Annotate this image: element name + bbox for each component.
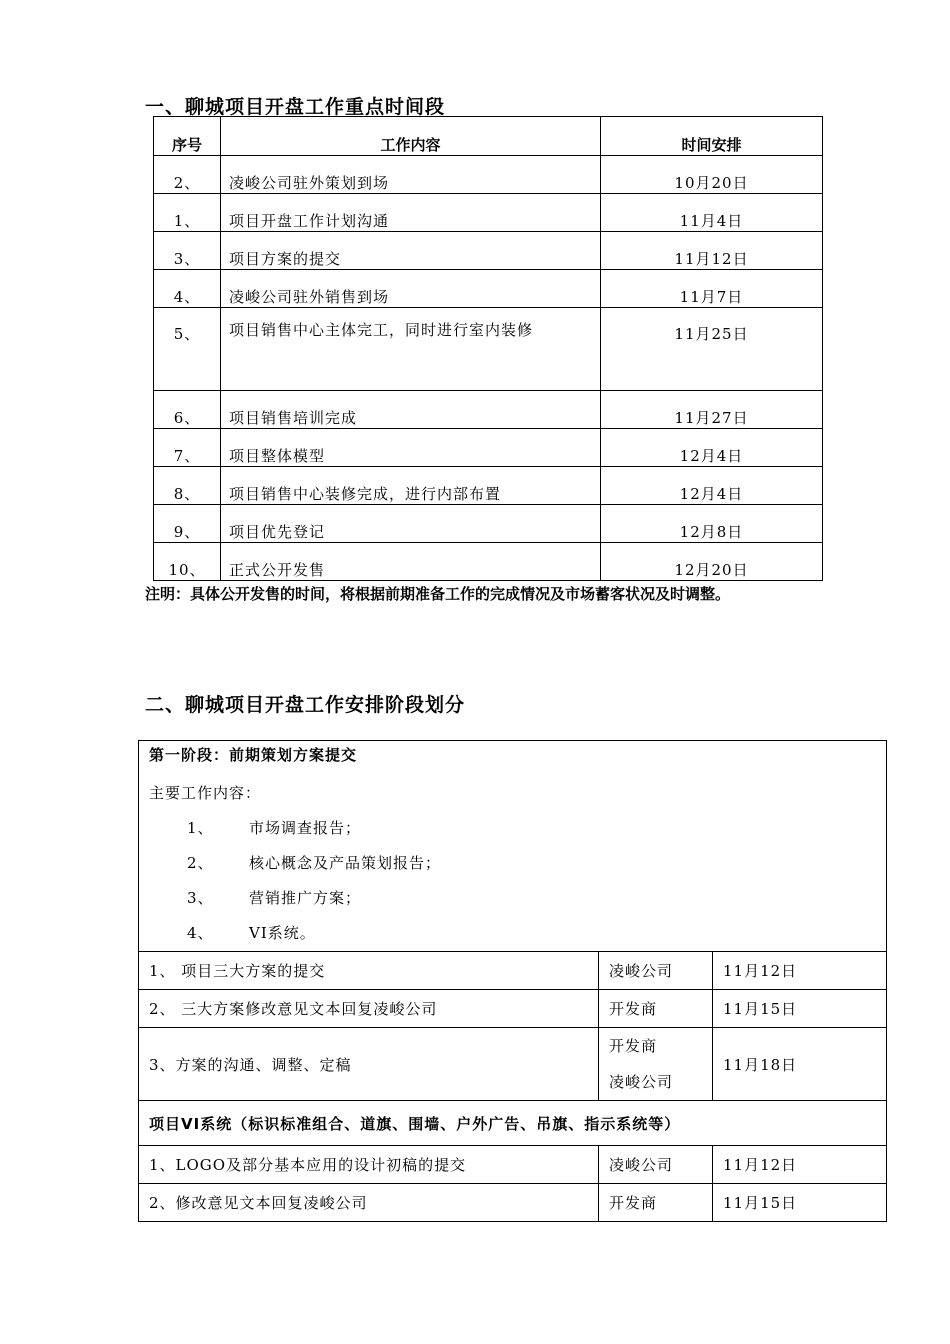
table-row xyxy=(139,952,887,990)
row-no: 7、 xyxy=(154,429,221,467)
row-date: 12月8日 xyxy=(601,505,823,543)
row-date: 11月4日 xyxy=(601,194,823,232)
phase1-title: 第一阶段：前期策划方案提交 xyxy=(149,746,358,764)
table-header-row xyxy=(154,117,823,156)
table-row xyxy=(139,1028,887,1101)
row-party: 开发商 xyxy=(599,1184,713,1222)
row-party-b: 凌峻公司 xyxy=(609,1073,674,1091)
row-task: 2、修改意见文本回复凌峻公司 xyxy=(139,1184,599,1222)
phase1-subtitle: 主要工作内容： xyxy=(149,784,262,802)
row-date: 11月15日 xyxy=(713,1184,887,1222)
table-row xyxy=(154,194,823,232)
row-date: 11月12日 xyxy=(713,1146,887,1184)
row-content: 凌峻公司驻外销售到场 xyxy=(221,270,601,308)
list-item xyxy=(149,881,876,916)
row-task: 1、LOGO及部分基本应用的设计初稿的提交 xyxy=(139,1146,599,1184)
row-task: 1、 项目三大方案的提交 xyxy=(139,952,599,990)
table-row xyxy=(154,429,823,467)
row-task: 3、方案的沟通、调整、定稿 xyxy=(139,1028,599,1101)
row-date: 11月27日 xyxy=(601,391,823,429)
table-row xyxy=(154,156,823,194)
list-item-no: 1、 xyxy=(187,819,214,837)
list-item xyxy=(149,846,876,881)
table-row xyxy=(154,505,823,543)
list-item-text: 营销推广方案； xyxy=(249,889,362,907)
row-date: 10月20日 xyxy=(601,156,823,194)
list-item xyxy=(149,916,876,951)
row-no: 2、 xyxy=(154,156,221,194)
row-date: 11月15日 xyxy=(713,990,887,1028)
header-no: 序号 xyxy=(154,117,221,156)
phase1-cell xyxy=(139,741,887,952)
row-party: 凌峻公司 xyxy=(599,1146,713,1184)
row-content: 项目开盘工作计划沟通 xyxy=(221,194,601,232)
table-row xyxy=(154,467,823,505)
row-date: 11月7日 xyxy=(601,270,823,308)
vi-section-title: 项目VI系统（标识标准组合、道旗、围墙、户外广告、吊旗、指示系统等） xyxy=(139,1101,887,1146)
table-row xyxy=(154,543,823,581)
row-date: 12月4日 xyxy=(601,429,823,467)
section2-title: 二、聊城项目开盘工作安排阶段划分 xyxy=(145,694,466,716)
table-row xyxy=(154,391,823,429)
header-date: 时间安排 xyxy=(601,117,823,156)
row-content: 正式公开发售 xyxy=(221,543,601,581)
row-date: 12月4日 xyxy=(601,467,823,505)
phase1-block xyxy=(139,741,887,952)
schedule-note: 注明：具体公开发售的时间，将根据前期准备工作的完成情况及市场蓄客状况及时调整。 xyxy=(145,585,731,603)
table-row xyxy=(154,232,823,270)
row-party: 开发商 xyxy=(599,990,713,1028)
table-row xyxy=(139,1146,887,1184)
row-no: 9、 xyxy=(154,505,221,543)
phase-table xyxy=(138,740,887,1222)
row-no: 4、 xyxy=(154,270,221,308)
list-item xyxy=(149,811,876,846)
list-item-no: 4、 xyxy=(187,924,214,942)
table-row xyxy=(154,270,823,308)
table-row xyxy=(139,1184,887,1222)
row-no: 10、 xyxy=(154,543,221,581)
row-party xyxy=(599,1028,713,1101)
row-task: 2、 三大方案修改意见文本回复凌峻公司 xyxy=(139,990,599,1028)
row-date: 11月25日 xyxy=(601,308,823,391)
row-content: 项目优先登记 xyxy=(221,505,601,543)
list-item-no: 3、 xyxy=(187,889,214,907)
row-date: 12月20日 xyxy=(601,543,823,581)
row-content: 项目方案的提交 xyxy=(221,232,601,270)
row-content: 项目销售中心主体完工，同时进行室内装修 xyxy=(221,308,601,391)
row-party-a: 开发商 xyxy=(609,1037,658,1055)
row-date: 11月18日 xyxy=(713,1028,887,1101)
row-date: 11月12日 xyxy=(601,232,823,270)
row-content: 项目销售培训完成 xyxy=(221,391,601,429)
table-row xyxy=(139,990,887,1028)
row-no: 8、 xyxy=(154,467,221,505)
header-content: 工作内容 xyxy=(221,117,601,156)
row-content: 项目销售中心装修完成，进行内部布置 xyxy=(221,467,601,505)
row-no: 1、 xyxy=(154,194,221,232)
vi-section-row xyxy=(139,1101,887,1146)
row-no: 5、 xyxy=(154,308,221,391)
row-party: 凌峻公司 xyxy=(599,952,713,990)
row-no: 3、 xyxy=(154,232,221,270)
list-item-text: VI系统。 xyxy=(249,924,316,942)
row-no: 6、 xyxy=(154,391,221,429)
schedule-table xyxy=(153,116,823,581)
list-item-text: 市场调查报告； xyxy=(249,819,362,837)
list-item-no: 2、 xyxy=(187,854,214,872)
row-content: 凌峻公司驻外策划到场 xyxy=(221,156,601,194)
list-item-text: 核心概念及产品策划报告； xyxy=(249,854,442,872)
section1-title: 一、聊城项目开盘工作重点时间段 xyxy=(145,96,446,118)
row-date: 11月12日 xyxy=(713,952,887,990)
table-row xyxy=(154,308,823,391)
row-content: 项目整体模型 xyxy=(221,429,601,467)
